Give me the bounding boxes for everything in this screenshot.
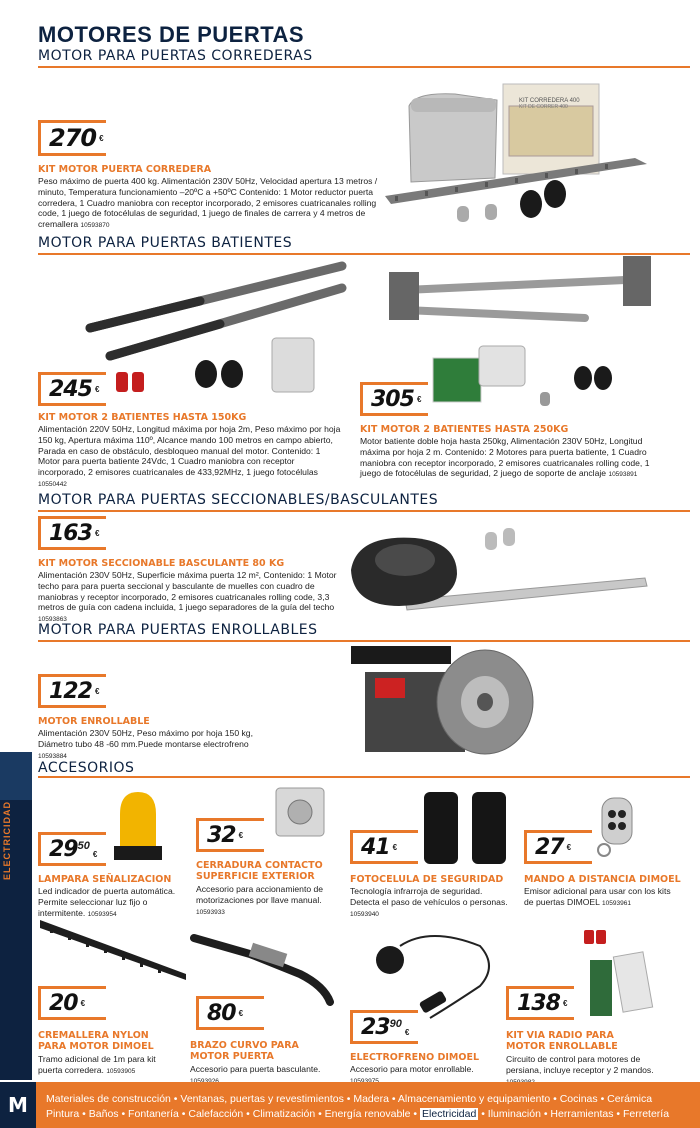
divider [38, 510, 690, 512]
cerradura-image [270, 782, 330, 842]
section-heading-batientes: MOTOR PARA PUERTAS BATIENTES [38, 235, 293, 251]
control-box-icon [479, 346, 525, 386]
product-title-kit-via-radio: KIT VIA RADIO PARA MOTOR ENROLLABLE [506, 1030, 618, 1052]
enrollable-motor-image [345, 642, 545, 760]
page-title: MOTORES DE PUERTAS [38, 22, 305, 47]
photocell-icon [424, 792, 458, 864]
product-title-brazo: BRAZO CURVO PARA MOTOR PUERTA [190, 1040, 299, 1062]
currency-symbol: € [94, 528, 100, 538]
price-tag-mando [524, 830, 586, 864]
product-desc-mando [524, 886, 674, 910]
product-title-seccionable: KIT MOTOR SECCIONABLE BASCULANTE 80 KG [38, 558, 285, 569]
cremallera-image [38, 916, 188, 982]
product-desc-enrollable [38, 728, 278, 762]
currency-symbol: € [94, 686, 100, 696]
section-heading-enrollables: MOTOR PARA PUERTAS ENROLLABLES [38, 622, 318, 638]
lampara-image [100, 784, 170, 864]
section-heading-correderas: MOTOR PARA PUERTAS CORREDERAS [38, 48, 313, 64]
brand-logo: M [0, 1082, 36, 1128]
motor-icon [389, 272, 419, 320]
footer-links[interactable]: • Iluminación • Herramientas • Ferretería [481, 1108, 670, 1120]
remote-control-icon [602, 798, 632, 844]
price-tag-electrofreno [350, 1010, 412, 1044]
product-title-corredera: KIT MOTOR PUERTA CORREDERA [38, 164, 212, 175]
rack-icon [40, 920, 186, 980]
ref-code: 10593954 [87, 910, 117, 918]
ref-code: 10593940 [350, 910, 379, 918]
batiente250-kit-image [385, 250, 690, 410]
actuator-arm-icon [405, 310, 585, 318]
motor-icon [623, 256, 651, 306]
product-desc-batiente250 [360, 436, 660, 481]
motor-bracket-icon [351, 646, 451, 664]
desc-text: Accesorio para puerta basculante. [190, 1064, 321, 1074]
corredera-kit-image [385, 78, 690, 228]
price-value: 245 [49, 376, 92, 402]
price-value: 23 [361, 1014, 390, 1040]
footer-links[interactable]: Pintura • Baños • Fontanería • Calefacción • Climatización • Energía renovable • [46, 1108, 418, 1120]
product-desc-cremallera [38, 1054, 178, 1078]
currency-symbol: € [94, 384, 100, 394]
remote-icon [584, 930, 594, 944]
price-tag-batiente150 [38, 372, 100, 406]
ref-code: 10550442 [38, 480, 67, 488]
price-tag-corredera [38, 120, 104, 156]
product-title-mando: MANDO A DISTANCIA DIMOEL [524, 874, 681, 885]
ref-code: 10593870 [80, 222, 110, 230]
warning-lamp-icon [120, 792, 156, 854]
currency-symbol: € [238, 1008, 244, 1018]
remote-icon [132, 372, 144, 392]
kit-box-label: KIT CORREDERA 400 [519, 98, 580, 104]
price-value: 122 [49, 678, 92, 704]
price-value: 163 [49, 520, 92, 546]
product-desc-corredera [38, 176, 383, 232]
currency-symbol: € [92, 850, 98, 859]
product-title-cerradura: CERRADURA CONTACTO SUPERFICIE EXTERIOR [196, 860, 323, 882]
photocell-icon [574, 366, 592, 390]
price-decimals: 90 [389, 1018, 402, 1030]
price-tag-batiente250 [360, 382, 422, 416]
price-value: 29 [49, 836, 78, 862]
ref-code: 10593905 [106, 1067, 136, 1075]
currency-symbol: € [99, 133, 104, 143]
currency-symbol: € [562, 998, 568, 1008]
seccionable-kit-image [345, 520, 690, 620]
price-tag-brazo [196, 996, 258, 1030]
product-title-batiente250: KIT MOTOR 2 BATIENTES HASTA 250KG [360, 424, 569, 435]
photocell-icon [520, 190, 542, 218]
batiente150-kit-image [80, 258, 350, 398]
remote-icon [116, 372, 128, 392]
section-heading-seccionables: MOTOR PARA PUERTAS SECCIONABLES/BASCULANTES [38, 492, 439, 508]
price-value: 305 [371, 386, 414, 412]
price-tag-lampara [38, 832, 100, 866]
currency-symbol: € [392, 842, 398, 852]
fotocelula-image [420, 788, 510, 868]
price-value: 41 [361, 834, 390, 860]
desc-text: Motor batiente doble hoja hasta 250kg, Alimentación 230V 50Hz, Longitud máxima por hoja 2 m. Contenido: 2 Motores para puerta batiente, 1 Cuadro maniobra con receptor incorporado, 2 emisores cuatricanales rolling code, 1 juego de fotocélulas de seguridad, 2 juego de soporte de anclaje [360, 436, 650, 479]
footer-categories-line1[interactable]: Materiales de construcción • Ventanas, puertas y revestimientos • Madera • Almacenamiento y equipamiento • Cocinas • Cerámica [46, 1093, 653, 1105]
footer-categories-line2[interactable] [46, 1108, 669, 1120]
ref-code: 10593961 [602, 899, 631, 907]
photocell-icon [221, 360, 243, 388]
ref-code: 10593863 [38, 616, 67, 624]
currency-symbol: € [416, 394, 422, 404]
control-box-icon [272, 338, 314, 392]
kit-box-label-2: KIT DE CORRER 400 [519, 104, 568, 110]
sidebar-category-label: ELECTRICIDAD [2, 801, 12, 880]
electrofreno-image [370, 926, 500, 1020]
product-desc-seccionable [38, 570, 338, 626]
divider [38, 776, 690, 778]
ref-code: 10593933 [196, 908, 225, 916]
price-value: 27 [535, 834, 564, 860]
desc-text: Tramo adicional de 1m para kit puerta corredera. [38, 1054, 156, 1075]
desc-text: Peso máximo de puerta 400 kg. Alimentación 230V 50Hz, Velocidad apertura 13 metros / minuto, Temperatura funcionamiento –20ºC a +50ºC Contenido: 1 Motor reductor puerta corredera, 1 Cuadro maniobra con receptor incorporado, 2 emisores cuatricanales rolling code, 1 juego de fotocélulas de seguridad, 1 juego de finales de carrera y 4 metros de cremallera [38, 176, 378, 230]
cover-icon [613, 952, 652, 1012]
price-value: 32 [207, 822, 236, 848]
circuit-board-icon [590, 960, 612, 1016]
desc-text: Tecnología infrarroja de seguridad. Detecta el paso de vehículos o personas. [350, 886, 508, 907]
ref-code: 10593891 [608, 471, 638, 479]
footer-link-electricidad-active[interactable]: Electricidad [422, 1108, 477, 1120]
price-tag-cremallera [38, 986, 100, 1020]
currency-symbol: € [80, 998, 86, 1008]
ref-code: 10593884 [38, 752, 67, 760]
divider [38, 66, 690, 68]
product-title-cremallera: CREMALLERA NYLON PARA MOTOR DIMOEL [38, 1030, 154, 1052]
desc-text: Led indicador de puerta automática. Permite seleccionar luz fijo o intermitente. [38, 886, 176, 918]
price-tag-cerradura [196, 818, 258, 852]
desc-text: Circuito de control para motores de persiana, incluye receptor y 2 mandos. [506, 1054, 654, 1075]
product-title-batiente150: KIT MOTOR 2 BATIENTES HASTA 150KG [38, 412, 247, 423]
remote-icon [503, 528, 515, 546]
photocell-icon [544, 180, 566, 208]
mando-image [592, 790, 642, 860]
remote-icon [596, 930, 606, 944]
desc-text: Accesorio para accionamiento de motorizaciones por llave manual. [196, 884, 324, 905]
actuator-arm-icon [405, 280, 625, 290]
kit-via-radio-image [578, 920, 690, 1020]
product-title-electrofreno: ELECTROFRENO DIMOEL [350, 1052, 479, 1063]
product-desc-batiente150 [38, 424, 344, 491]
category-sidebar-tab [0, 752, 32, 800]
currency-symbol: € [404, 1028, 410, 1037]
photocell-icon [195, 360, 217, 388]
remote-icon [485, 204, 497, 220]
price-tag-kit-via-radio [506, 986, 568, 1020]
remote-icon [485, 532, 497, 550]
currency-symbol: € [566, 842, 572, 852]
price-tag-seccionable [38, 516, 100, 550]
desc-text: Alimentación 230V 50Hz, Superficie máxima puerta 12 m², Contenido: 1 Motor techo para para puerta seccional y basculante de muelles con cuadro de maniobras y receptor incorporado, 2 emisores cuatricanales rolling code, 3,3 metros de guía con cadena incluida, 1 juego separadores de la guía del techo [38, 570, 337, 613]
price-tag-fotocelula [350, 830, 412, 864]
product-title-fotocelula: FOTOCELULA DE SEGURIDAD [350, 874, 504, 885]
price-value: 270 [49, 124, 97, 152]
product-desc-cerradura [196, 884, 346, 918]
remote-icon [540, 392, 550, 406]
product-title-enrollable: MOTOR ENROLLABLE [38, 716, 150, 727]
desc-text: Alimentación 230V 50Hz, Peso máximo por hoja 150 kg, Diámetro tubo 48 -60 mm.Puede montarse electrofreno [38, 728, 253, 749]
remote-icon [457, 206, 469, 222]
price-value: 138 [517, 990, 560, 1016]
desc-text: Emisor adicional para usar con los kits de puertas DIMOEL [524, 886, 671, 907]
footer-category-bar [0, 1082, 700, 1128]
product-title-lampara: LAMPARA SEÑALIZACION [38, 874, 172, 885]
currency-symbol: € [238, 830, 244, 840]
kit-box-photo [509, 106, 593, 156]
price-value: 20 [49, 990, 78, 1016]
desc-text: Accesorio para motor enrollable. [350, 1064, 474, 1074]
control-board-icon [433, 358, 481, 402]
price-value: 80 [207, 1000, 236, 1026]
price-tag-enrollable [38, 674, 100, 708]
desc-text: Alimentación 220V 50Hz, Longitud máxima por hoja 2m, Peso máximo por hoja 150 kg, Apertura máxima 110º, Alcance mando 100 metros en campo abierto, Parada en caso de obstáculo, desbloqueo manual del motor. Contenido: 1 Motor para puerta batiente 24Vdc, 1 Cuadro maniobra con receptor incorporado, 2 emisores cuatricanales de 433,92MHz, 1 juego fotocélulas [38, 424, 341, 478]
photocell-icon [594, 366, 612, 390]
product-desc-fotocelula [350, 886, 510, 920]
photocell-icon [472, 792, 506, 864]
brake-coil-icon [376, 946, 404, 974]
section-heading-accesorios: ACCESORIOS [38, 760, 135, 776]
price-decimals: 50 [77, 840, 90, 852]
